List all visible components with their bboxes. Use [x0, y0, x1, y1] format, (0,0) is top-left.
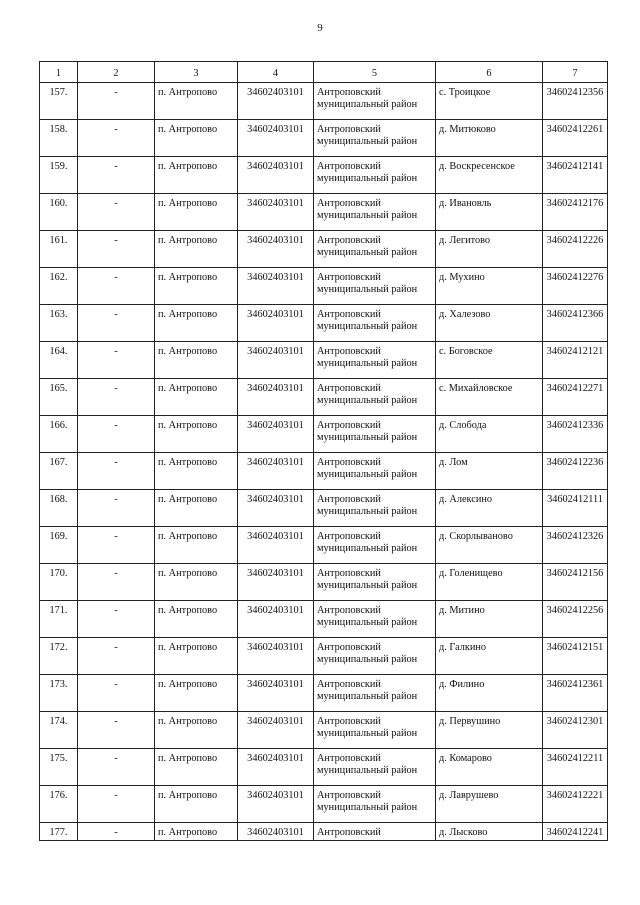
- table-row: [40, 749, 608, 786]
- locality-cell: с. Троицкое: [436, 83, 543, 120]
- settlement-cell: п. Антропово: [155, 416, 238, 453]
- table-row: [40, 157, 608, 194]
- column-2-cell: -: [78, 194, 155, 231]
- column-2-cell: -: [78, 268, 155, 305]
- row-number-cell: 161.: [40, 231, 78, 268]
- column-2-cell: -: [78, 786, 155, 823]
- locality-cell: д. Алексино: [436, 490, 543, 527]
- locality-cell: д. Первушино: [436, 712, 543, 749]
- locality-cell: д. Лом: [436, 453, 543, 490]
- table-row: [40, 268, 608, 305]
- table-row: [40, 675, 608, 712]
- column-2-cell: -: [78, 416, 155, 453]
- locality-code-cell: 34602412141: [543, 157, 608, 194]
- settlement-code-cell: 34602403101: [238, 490, 314, 527]
- table-row: [40, 83, 608, 120]
- row-number-cell: 171.: [40, 601, 78, 638]
- locality-code-cell: 34602412301: [543, 712, 608, 749]
- locality-cell: с. Михайловское: [436, 379, 543, 416]
- settlement-code-cell: 34602403101: [238, 157, 314, 194]
- table-row: [40, 379, 608, 416]
- settlement-cell: п. Антропово: [155, 786, 238, 823]
- table-row: [40, 120, 608, 157]
- row-number-cell: 158.: [40, 120, 78, 157]
- locality-code-cell: 34602412361: [543, 675, 608, 712]
- locality-code-cell: 34602412156: [543, 564, 608, 601]
- row-number-cell: 172.: [40, 638, 78, 675]
- district-cell: Антроповский муниципальный район: [314, 194, 436, 231]
- settlement-cell: п. Антропово: [155, 823, 238, 841]
- district-cell: Антроповский муниципальный район: [314, 268, 436, 305]
- row-number-cell: 169.: [40, 527, 78, 564]
- row-number-cell: 157.: [40, 83, 78, 120]
- locality-code-cell: 34602412226: [543, 231, 608, 268]
- column-2-cell: -: [78, 83, 155, 120]
- locality-cell: д. Митюково: [436, 120, 543, 157]
- settlement-cell: п. Антропово: [155, 490, 238, 527]
- settlement-cell: п. Антропово: [155, 305, 238, 342]
- settlement-cell: п. Антропово: [155, 564, 238, 601]
- settlement-code-cell: 34602403101: [238, 749, 314, 786]
- row-number-cell: 165.: [40, 379, 78, 416]
- district-cell: Антроповский муниципальный район: [314, 601, 436, 638]
- column-2-cell: -: [78, 342, 155, 379]
- row-number-cell: 173.: [40, 675, 78, 712]
- district-cell: Антроповский: [314, 823, 436, 841]
- table-row: [40, 490, 608, 527]
- settlement-code-cell: 34602403101: [238, 379, 314, 416]
- settlement-cell: п. Антропово: [155, 194, 238, 231]
- locality-cell: д. Легитово: [436, 231, 543, 268]
- table-row: [40, 342, 608, 379]
- table-row: [40, 416, 608, 453]
- column-2-cell: -: [78, 120, 155, 157]
- locality-code-cell: 34602412356: [543, 83, 608, 120]
- row-number-cell: 168.: [40, 490, 78, 527]
- district-cell: Антроповский муниципальный район: [314, 527, 436, 564]
- settlement-cell: п. Антропово: [155, 379, 238, 416]
- settlement-code-cell: 34602403101: [238, 564, 314, 601]
- settlements-table: [39, 61, 608, 841]
- settlement-code-cell: 34602403101: [238, 786, 314, 823]
- district-cell: Антроповский муниципальный район: [314, 379, 436, 416]
- column-2-cell: -: [78, 453, 155, 490]
- district-cell: Антроповский муниципальный район: [314, 749, 436, 786]
- column-2-cell: -: [78, 231, 155, 268]
- locality-code-cell: 34602412111: [543, 490, 608, 527]
- locality-code-cell: 34602412366: [543, 305, 608, 342]
- locality-cell: д. Лаврушево: [436, 786, 543, 823]
- settlement-cell: п. Антропово: [155, 268, 238, 305]
- locality-code-cell: 34602412256: [543, 601, 608, 638]
- row-number-cell: 163.: [40, 305, 78, 342]
- settlement-cell: п. Антропово: [155, 120, 238, 157]
- locality-cell: д. Галкино: [436, 638, 543, 675]
- locality-cell: д. Лысково: [436, 823, 543, 841]
- table-row: [40, 527, 608, 564]
- column-2-cell: -: [78, 527, 155, 564]
- table-row: [40, 453, 608, 490]
- district-cell: Антроповский муниципальный район: [314, 305, 436, 342]
- locality-cell: д. Мухино: [436, 268, 543, 305]
- row-number-cell: 162.: [40, 268, 78, 305]
- locality-cell: д. Воскресенское: [436, 157, 543, 194]
- locality-code-cell: 34602412326: [543, 527, 608, 564]
- locality-code-cell: 34602412151: [543, 638, 608, 675]
- locality-cell: д. Филино: [436, 675, 543, 712]
- table-row: [40, 638, 608, 675]
- table-row: [40, 823, 608, 841]
- column-2-cell: -: [78, 823, 155, 841]
- column-2-cell: -: [78, 712, 155, 749]
- row-number-cell: 167.: [40, 453, 78, 490]
- header-cell: 3: [155, 62, 238, 83]
- locality-cell: д. Скорлываново: [436, 527, 543, 564]
- column-2-cell: -: [78, 564, 155, 601]
- settlement-cell: п. Антропово: [155, 638, 238, 675]
- column-2-cell: -: [78, 157, 155, 194]
- settlement-code-cell: 34602403101: [238, 83, 314, 120]
- row-number-cell: 174.: [40, 712, 78, 749]
- page-number: 9: [317, 22, 323, 34]
- district-cell: Антроповский муниципальный район: [314, 638, 436, 675]
- district-cell: Антроповский муниципальный район: [314, 564, 436, 601]
- district-cell: Антроповский муниципальный район: [314, 231, 436, 268]
- locality-cell: д. Комарово: [436, 749, 543, 786]
- locality-cell: д. Халезово: [436, 305, 543, 342]
- district-cell: Антроповский муниципальный район: [314, 342, 436, 379]
- settlement-code-cell: 34602403101: [238, 638, 314, 675]
- settlement-cell: п. Антропово: [155, 231, 238, 268]
- header-cell: 6: [436, 62, 543, 83]
- settlement-cell: п. Антропово: [155, 712, 238, 749]
- table-row: [40, 305, 608, 342]
- locality-cell: д. Митино: [436, 601, 543, 638]
- header-cell: 1: [40, 62, 78, 83]
- settlement-code-cell: 34602403101: [238, 305, 314, 342]
- row-number-cell: 166.: [40, 416, 78, 453]
- settlement-code-cell: 34602403101: [238, 675, 314, 712]
- locality-code-cell: 34602412241: [543, 823, 608, 841]
- settlement-code-cell: 34602403101: [238, 712, 314, 749]
- column-2-cell: -: [78, 675, 155, 712]
- district-cell: Антроповский муниципальный район: [314, 120, 436, 157]
- district-cell: Антроповский муниципальный район: [314, 786, 436, 823]
- locality-cell: с. Боговское: [436, 342, 543, 379]
- table-row: [40, 231, 608, 268]
- settlement-code-cell: 34602403101: [238, 231, 314, 268]
- district-cell: Антроповский муниципальный район: [314, 453, 436, 490]
- settlement-code-cell: 34602403101: [238, 601, 314, 638]
- table-row: [40, 564, 608, 601]
- locality-code-cell: 34602412121: [543, 342, 608, 379]
- locality-code-cell: 34602412336: [543, 416, 608, 453]
- locality-code-cell: 34602412261: [543, 120, 608, 157]
- row-number-cell: 170.: [40, 564, 78, 601]
- settlement-cell: п. Антропово: [155, 675, 238, 712]
- settlement-code-cell: 34602403101: [238, 194, 314, 231]
- row-number-cell: 177.: [40, 823, 78, 841]
- header-cell: 7: [543, 62, 608, 83]
- locality-code-cell: 34602412221: [543, 786, 608, 823]
- settlement-cell: п. Антропово: [155, 342, 238, 379]
- header-cell: 5: [314, 62, 436, 83]
- locality-cell: д. Слобода: [436, 416, 543, 453]
- row-number-cell: 160.: [40, 194, 78, 231]
- row-number-cell: 175.: [40, 749, 78, 786]
- header-cell: 4: [238, 62, 314, 83]
- district-cell: Антроповский муниципальный район: [314, 712, 436, 749]
- settlement-cell: п. Антропово: [155, 527, 238, 564]
- table-row: [40, 601, 608, 638]
- district-cell: Антроповский муниципальный район: [314, 157, 436, 194]
- settlement-cell: п. Антропово: [155, 601, 238, 638]
- settlement-cell: п. Антропово: [155, 157, 238, 194]
- column-2-cell: -: [78, 379, 155, 416]
- settlement-code-cell: 34602403101: [238, 823, 314, 841]
- settlement-code-cell: 34602403101: [238, 268, 314, 305]
- table-row: [40, 786, 608, 823]
- table-row: [40, 712, 608, 749]
- locality-cell: д. Ивановль: [436, 194, 543, 231]
- locality-code-cell: 34602412211: [543, 749, 608, 786]
- settlement-code-cell: 34602403101: [238, 527, 314, 564]
- header-cell: 2: [78, 62, 155, 83]
- settlement-cell: п. Антропово: [155, 83, 238, 120]
- locality-cell: д. Голенищево: [436, 564, 543, 601]
- locality-code-cell: 34602412176: [543, 194, 608, 231]
- locality-code-cell: 34602412276: [543, 268, 608, 305]
- district-cell: Антроповский муниципальный район: [314, 83, 436, 120]
- row-number-cell: 176.: [40, 786, 78, 823]
- row-number-cell: 159.: [40, 157, 78, 194]
- column-2-cell: -: [78, 749, 155, 786]
- settlement-code-cell: 34602403101: [238, 120, 314, 157]
- column-2-cell: -: [78, 638, 155, 675]
- settlement-cell: п. Антропово: [155, 749, 238, 786]
- settlement-cell: п. Антропово: [155, 453, 238, 490]
- column-2-cell: -: [78, 490, 155, 527]
- column-2-cell: -: [78, 601, 155, 638]
- settlement-code-cell: 34602403101: [238, 342, 314, 379]
- district-cell: Антроповский муниципальный район: [314, 490, 436, 527]
- district-cell: Антроповский муниципальный район: [314, 675, 436, 712]
- locality-code-cell: 34602412271: [543, 379, 608, 416]
- settlement-code-cell: 34602403101: [238, 416, 314, 453]
- row-number-cell: 164.: [40, 342, 78, 379]
- table-header-row: [40, 62, 608, 83]
- column-2-cell: -: [78, 305, 155, 342]
- table-row: [40, 194, 608, 231]
- district-cell: Антроповский муниципальный район: [314, 416, 436, 453]
- locality-code-cell: 34602412236: [543, 453, 608, 490]
- settlement-code-cell: 34602403101: [238, 453, 314, 490]
